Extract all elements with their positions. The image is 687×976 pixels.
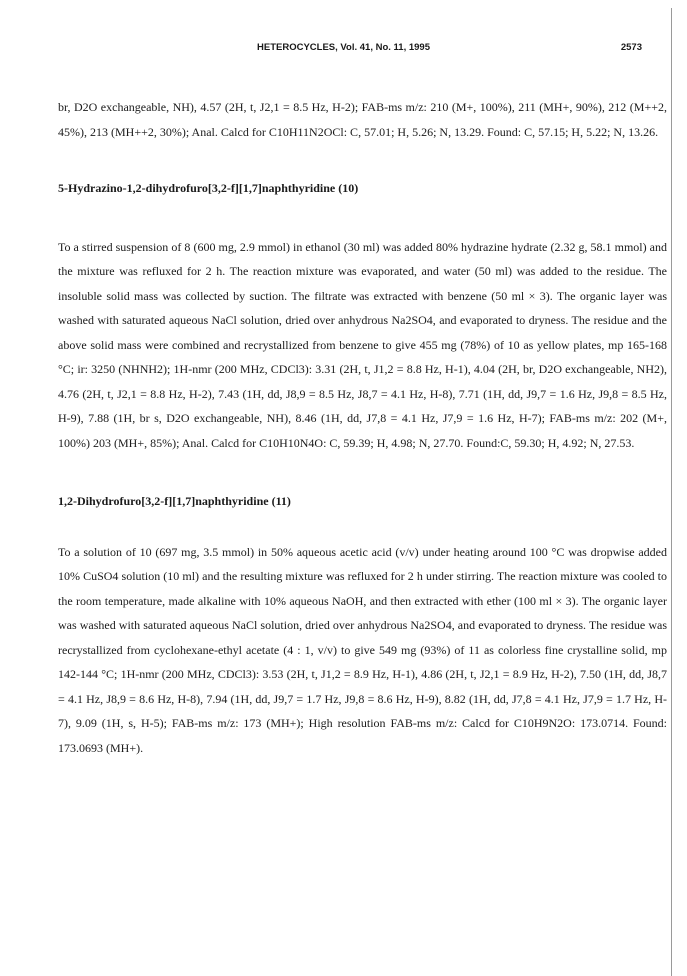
running-header: [0, 42, 687, 58]
heading-compound-10: 5-Hydrazino-1,2-dihydrofuro[3,2-f][1,7]naphthyridine (10): [58, 181, 359, 195]
paragraph-compound-9-data: br, D2O exchangeable, NH), 4.57 (2H, t, J2,1 = 8.5 Hz, H-2); FAB-ms m/z: 210 (M+, 100%), 211 (MH+, 90%), 212 (M++2, 45%), 213 (MH++2, 30%); Anal. Calcd for C10H11N2OCl: C, 57.01; H, 5.26; N, 13.29. Found: C, 57.15; H, 5.22; N, 13.26.: [58, 100, 667, 139]
page-edge-rule: [671, 8, 672, 976]
page-number: 2573: [620, 42, 642, 53]
paragraph-compound-10-procedure: To a stirred suspension of 8 (600 mg, 2.9 mmol) in ethanol (30 ml) was added 80% hydrazine hydrate (2.32 g, 58.1 mmol) and the mixture was refluxed for 2 h. The reaction mixture was evaporated, and water (50 ml) was added to the residue. The insoluble solid mass was collected by suction. The filtrate was extracted with benzene (50 ml × 3). The organic layer was washed with saturated aqueous NaCl solution, dried over anhydrous Na2SO4, and evaporated to dryness. The residue and the above solid mass were combined and recrystallized from benzene to give 455 mg (78%) of 10 as yellow plates, mp 165-168 °C; ir: 3250 (NHNH2); 1H-nmr (200 MHz, CDCl3): 3.31 (2H, t, J1,2 = 8.8 Hz, H-1), 4.04 (2H, br, D2O exchangeable, NH2), 4.76 (2H, t, J2,1 = 8.8 Hz, H-2), 7.43 (1H, dd, J8,9 = 8.5 Hz, J8,7 = 4.1 Hz, H-8), 7.71 (1H, dd, J9,7 = 1.6 Hz, J9,8 = 8.5 Hz, H-9), 7.88 (1H, br s, D2O exchangeable, NH), 8.46 (1H, dd, J7,8 = 4.1 Hz, J7,9 = 1.6 Hz, H-7); FAB-ms m/z: 202 (M+, 100%) 203 (MH+, 85%); Anal. Calcd for C10H10N4O: C, 59.39; H, 4.98; N, 27.70. Found:C, 59.30; H, 4.92; N, 27.53.: [58, 239, 667, 450]
heading-compound-11: 1,2-Dihydrofuro[3,2-f][1,7]naphthyridine (11): [58, 494, 291, 508]
journal-citation: HETEROCYCLES, Vol. 41, No. 11, 1995: [257, 42, 430, 53]
article-body: [58, 95, 667, 760]
paragraph-compound-11-procedure: To a solution of 10 (697 mg, 3.5 mmol) in 50% aqueous acetic acid (v/v) under heating around 100 °C was dropwise added 10% CuSO4 solution (10 ml) and the resulting mixture was refluxed for 2 h under stirring. The reaction mixture was cooled to the room temperature, made alkaline with 10% aqueous NaOH, and then extracted with ether (100 ml × 3). The organic layer was washed with saturated aqueous NaCl solution, dried over anhydrous Na2SO4, and evaporated to dryness. The residue was recrystallized from cyclohexane-ethyl acetate (4 : 1, v/v) to give 549 mg (93%) of 11 as colorless fine crystalline solid, mp 142-144 °C; 1H-nmr (200 MHz, CDCl3): 3.53 (2H, t, J1,2 = 8.9 Hz, H-1), 4.86 (2H, t, J2,1 = 8.9 Hz, H-2), 7.50 (1H, dd, J8,7 = 4.1 Hz, J8,9 = 8.6 Hz, H-8), 7.94 (1H, dd, J9,7 = 1.7 Hz, J9,8 = 8.6 Hz, H-9), 8.82 (1H, dd, J7,8 = 4.1 Hz, J7,9 = 1.7 Hz, H-7), 9.09 (1H, s, H-5); FAB-ms m/z: 173 (MH+); High resolution FAB-ms m/z: Calcd for C10H9N2O: 173.0714. Found: 173.0693 (MH+).: [58, 544, 667, 755]
